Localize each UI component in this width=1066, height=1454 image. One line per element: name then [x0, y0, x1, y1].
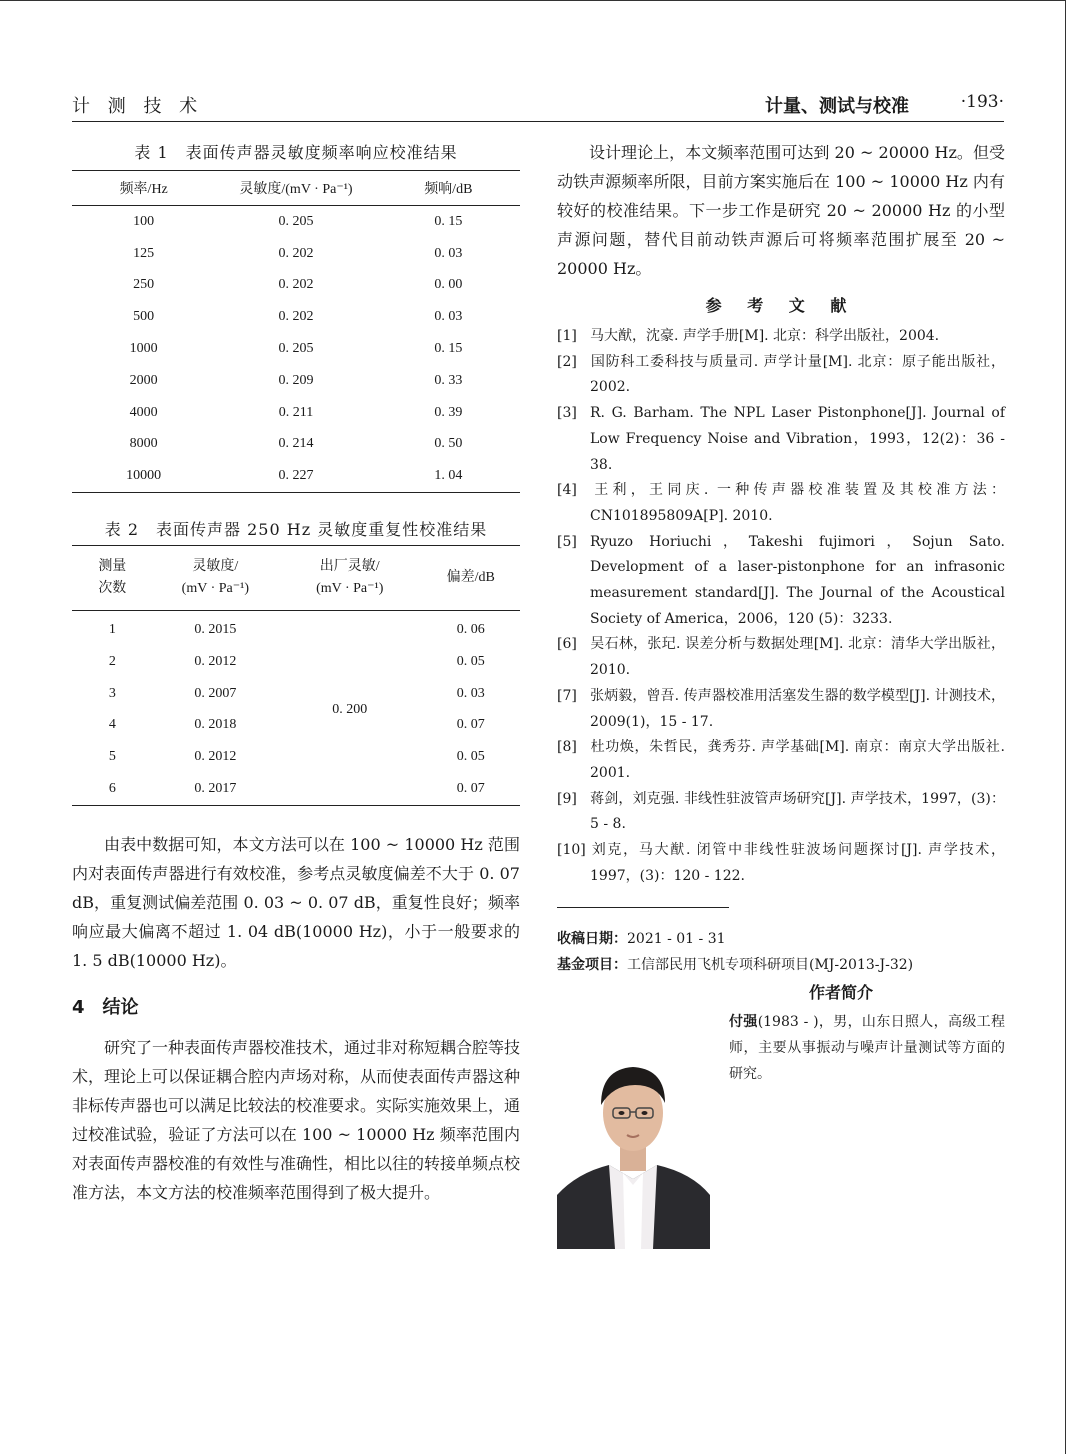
reference-number: [8]: [557, 739, 577, 756]
reference-item: [557, 530, 1005, 633]
table-cell: 10000: [126, 468, 162, 484]
table-cell: 2000: [129, 372, 158, 388]
table2-header-factory: [278, 546, 421, 611]
table-row: [72, 365, 520, 397]
running-header: [72, 88, 1004, 118]
table-cell: 0. 00: [434, 277, 463, 293]
reference-item: [557, 324, 1005, 350]
header-line: 灵敏度/: [192, 559, 239, 575]
table-cell: 4000: [129, 404, 158, 420]
reference-text: 刘克，马大猷. 闭管中非线性驻波场问题探讨[J]. 声学技术，1997，(3)：120 - 122.: [590, 842, 1005, 884]
table-cell: 0. 2007: [194, 685, 237, 701]
table1-header-response: 频响/dB: [377, 171, 520, 206]
table-cell: 0. 39: [434, 404, 463, 420]
header-line: (mV · Pa⁻¹): [316, 581, 384, 597]
table-cell: 0. 50: [434, 436, 463, 452]
reference-item: [557, 350, 1005, 401]
table-cell: 0. 202: [278, 277, 314, 293]
header-rule: [72, 121, 1004, 122]
header-line: 测量: [98, 559, 127, 575]
table-cell: 0. 205: [278, 341, 314, 357]
reference-number: [5]: [557, 533, 577, 550]
references-title: 参 考 文 献: [705, 296, 857, 315]
table2-header-sensitivity: [153, 546, 278, 611]
table1-header-sensitivity: 灵敏度/(mV · Pa⁻¹): [215, 171, 376, 206]
reference-number: [4]: [557, 482, 577, 499]
table-cell: 0. 07: [456, 717, 485, 733]
table-cell: 0. 2017: [194, 781, 237, 797]
table-cell: 0. 03: [456, 685, 485, 701]
table-cell: 0. 211: [278, 404, 314, 420]
table-row: [72, 270, 520, 302]
reference-item: [557, 838, 1005, 889]
reference-item: [557, 478, 1005, 529]
references-list: [557, 324, 1005, 889]
reference-number: [7]: [557, 687, 577, 704]
table1-header-frequency: 频率/Hz: [72, 171, 215, 206]
reference-item: [557, 401, 1005, 478]
left-column: [72, 130, 520, 1207]
table-cell: 4: [108, 717, 116, 733]
table-cell: 6: [108, 781, 116, 797]
reference-number: [1]: [557, 328, 577, 344]
reference-item: [557, 684, 1005, 735]
received-label: 收稿日期：: [557, 931, 627, 948]
author-bio: [557, 1009, 1005, 1249]
table-cell: 8000: [129, 436, 158, 452]
table-cell: 1: [108, 622, 116, 638]
reference-item: [557, 787, 1005, 838]
table-row: [72, 611, 520, 646]
table-cell: 0. 05: [456, 749, 485, 765]
table2-caption: 表 2 表面传声器 250 Hz 灵敏度重复性校准结果: [104, 520, 488, 540]
fund-value: 工信部民用飞机专项科研项目(MJ-2013-J-32): [627, 957, 914, 974]
reference-text: 张炳毅，曾吾. 传声器校准用活塞发生器的数学模型[J]. 计测技术，2009(1)，15 - 17.: [590, 687, 1005, 730]
table-cell: 0. 05: [456, 653, 485, 669]
table-cell: 0. 07: [456, 781, 485, 797]
reference-number: [6]: [557, 636, 577, 653]
header-line: (mV · Pa⁻¹): [181, 581, 249, 597]
table-row: [72, 206, 520, 238]
page-top-border: [0, 0, 1066, 1]
table2-header-count: [72, 546, 153, 611]
fund-project: [557, 952, 1005, 978]
reference-text: 杜功焕，朱哲民，龚秀芬. 声学基础[M]. 南京：南京大学出版社. 2001.: [590, 739, 1005, 781]
table-cell: 0. 205: [278, 213, 314, 229]
author-bio-title: 作者简介: [808, 983, 873, 1003]
table-cell: 2: [108, 653, 116, 669]
table-cell: 0. 2018: [194, 717, 237, 733]
reference-number: [9]: [557, 790, 577, 807]
reference-number: [3]: [557, 405, 577, 422]
table-cell: 0. 06: [456, 622, 485, 638]
author-bio-text: [729, 1009, 1005, 1087]
received-value: 2021 - 01 - 31: [627, 931, 726, 948]
table2: [72, 545, 520, 806]
table-cell: 250: [133, 277, 155, 293]
reference-number: [2]: [557, 353, 577, 370]
table-cell: 0. 227: [278, 468, 314, 484]
reference-text: R. G. Barham. The NPL Laser Pistonphone[J]. Journal of Low Frequency Noise and Vibration，1993，12(2)：36 - 38.: [590, 405, 1005, 473]
factory-sensitivity-cell: 0. 200: [332, 701, 368, 717]
reference-text: Ryuzo Horiuchi，Takeshi fujimori，Sojun Sato. Development of a laser-pistonphone for an infrasonic measurement standard[J]. The Journal of the Acoustical Society of America，2006，120 (5)：3233.: [590, 533, 1005, 627]
table-cell: 0. 33: [434, 372, 463, 388]
table-cell: 0. 15: [434, 213, 463, 229]
reference-text: 吴石林，张玘. 误差分析与数据处理[M]. 北京：清华大学出版社，2010.: [590, 636, 1005, 679]
table-cell: 0. 2012: [194, 653, 237, 669]
reference-number: [10]: [557, 842, 586, 859]
reference-item: [557, 735, 1005, 786]
author-name: 付强: [729, 1014, 758, 1031]
table-row: [72, 460, 520, 492]
reference-text: 蒋剑，刘克强. 非线性驻波管声场研究[J]. 声学技术，1997，(3)：5 - 8.: [590, 790, 1005, 833]
table-cell: 500: [133, 309, 155, 325]
table-row: [72, 333, 520, 365]
table-cell: 0. 2012: [194, 749, 237, 765]
table-cell: 0. 15: [434, 341, 463, 357]
header-line: 次数: [98, 581, 127, 597]
table-cell: 125: [133, 245, 155, 261]
table-cell: 3: [108, 685, 116, 701]
table-row: [72, 238, 520, 270]
table-cell: 0. 202: [278, 309, 314, 325]
table-cell: 0. 03: [434, 245, 463, 261]
section-name: 计量、测试与校准: [765, 96, 909, 117]
reference-text: 国防科工委科技与质量司. 声学计量[M]. 北京：原子能出版社，2002.: [590, 353, 1005, 396]
reference-item: [557, 632, 1005, 683]
table-cell: 0. 2015: [194, 622, 237, 638]
received-date: [557, 926, 1005, 952]
header-line: 出厂灵敏/: [319, 559, 380, 575]
table-cell: 1000: [129, 341, 158, 357]
table-row: [72, 397, 520, 429]
reference-text: 马大猷，沈豪. 声学手册[M]. 北京：科学出版社，2004.: [590, 328, 940, 344]
design-paragraph: 设计理论上，本文频率范围可达到 20 ~ 20000 Hz。但受动铁声源频率所限，目前方案实施后在 100 ~ 10000 Hz 内有较好的校准结果。下一步工作是研究 20 ~ 20000 Hz 的小型声源问题，替代目前动铁声源后可将频率范围扩展至 20 ~ 20000 Hz。: [557, 143, 1005, 278]
table2-header-deviation: 偏差/dB: [421, 546, 520, 611]
table-cell: 0. 202: [278, 245, 314, 261]
table-cell: 0. 209: [278, 372, 314, 388]
author-photo: [557, 1045, 710, 1249]
page-number: ·193·: [960, 92, 1004, 112]
conclusion-paragraph: 研究了一种表面传声器校准技术，通过非对称短耦合腔等技术，理论上可以保证耦合腔内声场对称，从而使表面传声器这种非标传声器也可以满足比较法的校准要求。实际实施效果上，通过校准试验，验证了方法可以在 100 ~ 10000 Hz 频率范围内对表面传声器校准的有效性与准确性，相比以往的转接单频点校准方法，本文方法的校准频率范围得到了极大提升。: [72, 1037, 521, 1202]
section-title: 结论: [102, 996, 139, 1018]
journal-name: 计 测 技 术: [72, 96, 204, 117]
results-paragraph: 由表中数据可知，本文方法可以在 100 ~ 10000 Hz 范围内对表面传声器进行有效校准，参考点灵敏度偏差不大于 0. 07 dB，重复测试偏差范围 0. 03 ~ 0. 07 dB，重复性良好；频率响应最大偏离不超过 1. 04 dB(10000 Hz)，小于一般要求的 1. 5 dB(10000 Hz)。: [72, 834, 520, 970]
table-cell: 100: [133, 213, 155, 229]
table-row: [72, 301, 520, 333]
table-cell: 0. 03: [434, 309, 463, 325]
table-cell: 0. 214: [278, 436, 314, 452]
reference-text: 王利，王同庆. 一种传声器校准装置及其校准方法：CN101895809A[P]. 2010.: [590, 482, 1005, 524]
table1-caption: 表 1 表面传声器灵敏度频率响应校准结果: [134, 143, 458, 162]
section-number: 4: [72, 996, 85, 1018]
right-column: [557, 130, 1005, 1249]
section-heading-conclusion: [72, 993, 520, 1019]
table-row: [72, 429, 520, 461]
table-cell: 1. 04: [434, 468, 463, 484]
author-description: (1983 - )，男，山东日照人，高级工程师，主要从事振动与噪声计量测试等方面的研究。: [729, 1014, 1005, 1083]
footnote-rule: [557, 907, 729, 908]
table1: [72, 170, 520, 493]
fund-label: 基金项目：: [557, 957, 627, 974]
table-cell: 5: [108, 749, 116, 765]
